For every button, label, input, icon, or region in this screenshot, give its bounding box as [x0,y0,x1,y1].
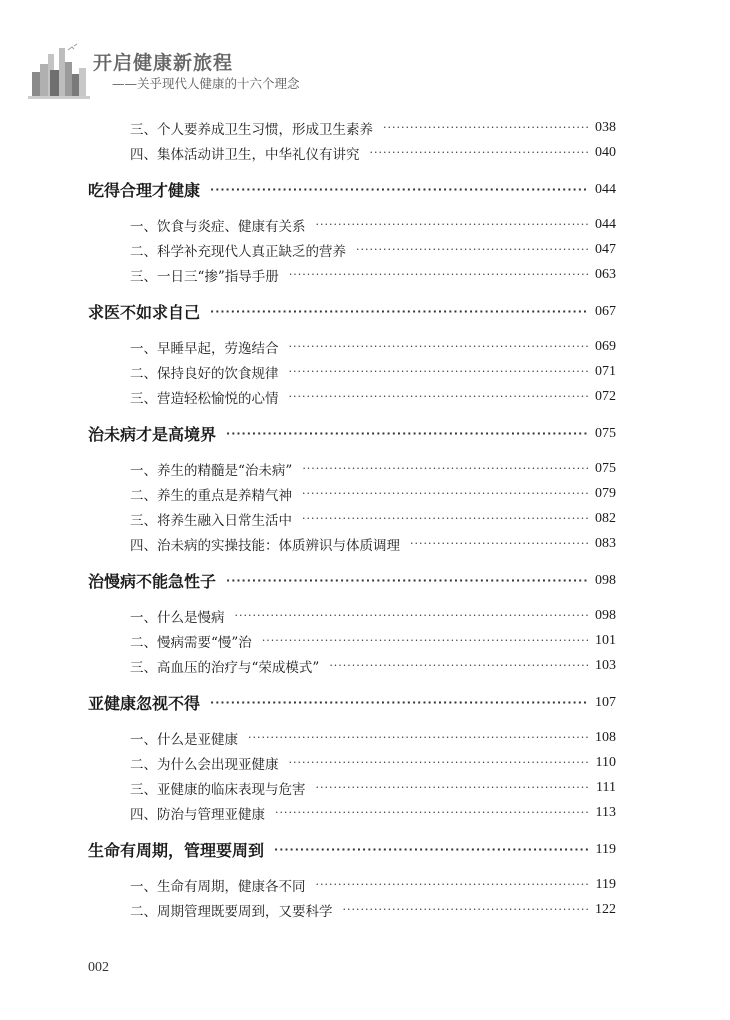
entry-title: 吃得合理才健康 [88,181,201,200]
entry-page-number: 044 [595,181,616,197]
dot-leader [289,365,590,378]
entry-title: 二、慢病需要“慢”治 [130,634,252,651]
entry-page-number: 083 [595,535,616,551]
dot-leader [226,427,589,440]
toc-section-entry[interactable] [88,384,616,409]
entry-page-number: 040 [595,144,616,160]
entry-title: 二、为什么会出现亚健康 [130,756,279,773]
entry-title: 二、养生的重点是养精气神 [130,487,292,504]
toc-section-entry[interactable] [88,750,616,775]
dot-leader [248,731,589,744]
entry-page-number: 098 [595,572,616,588]
entry-page-number: 113 [595,804,616,820]
entry-title: 一、早睡早起，劳逸结合 [130,340,279,357]
toc-section-entry[interactable] [88,506,616,531]
entry-page-number: 122 [595,901,616,917]
dot-leader [274,843,590,856]
toc-chapter-entry[interactable] [88,837,616,862]
toc-section-entry[interactable] [88,531,616,556]
entry-page-number: 072 [595,388,616,404]
dot-leader [226,574,589,587]
toc-section-entry[interactable] [88,237,616,262]
entry-title: 四、防治与管理亚健康 [130,806,265,823]
toc-section-entry[interactable] [88,334,616,359]
entry-title: 三、营造轻松愉悦的心情 [130,390,279,407]
dot-leader [289,268,589,281]
entry-page-number: 098 [595,607,616,623]
dot-leader [302,487,589,500]
entry-title: 二、保持良好的饮食规律 [130,365,279,382]
entry-title: 三、将养生融入日常生活中 [130,512,292,529]
running-header [28,42,358,102]
entry-page-number: 075 [595,460,616,476]
book-subtitle: ——关乎现代人健康的十六个理念 [112,76,300,91]
entry-page-number: 075 [595,425,616,441]
entry-page-number: 101 [595,632,616,648]
entry-page-number: 071 [595,363,616,379]
entry-page-number: 107 [595,694,616,710]
dot-leader [302,512,589,525]
entry-page-number: 069 [595,338,616,354]
dot-leader [210,305,589,318]
toc-section-entry[interactable] [88,115,616,140]
toc-chapter-entry[interactable] [88,568,616,593]
dot-leader [343,903,590,916]
dot-leader [316,218,590,231]
dot-leader [289,340,590,353]
toc-section-entry[interactable] [88,262,616,287]
dot-leader [289,390,590,403]
dot-leader [329,659,589,672]
dot-leader [262,634,589,647]
toc-section-entry[interactable] [88,872,616,897]
toc-section-entry[interactable] [88,653,616,678]
dot-leader [316,781,591,794]
entry-page-number: 108 [595,729,616,745]
dot-leader [410,537,589,550]
entry-title: 一、什么是慢病 [130,609,225,626]
entry-page-number: 047 [595,241,616,257]
entry-page-number: 044 [595,216,616,232]
entry-title: 一、什么是亚健康 [130,731,238,748]
entry-title: 三、高血压的治疗与“荣成模式” [130,659,320,676]
dot-leader [383,121,589,134]
book-title: 开启健康新旅程 [93,52,234,74]
dot-leader [289,756,590,769]
entry-title: 四、治未病的实操技能：体质辨识与体质调理 [130,537,400,554]
dot-leader [302,462,589,475]
toc-section-entry[interactable] [88,212,616,237]
toc-section-entry[interactable] [88,603,616,628]
dot-leader [235,609,590,622]
dot-leader [356,243,589,256]
toc-chapter-entry[interactable] [88,690,616,715]
entry-page-number: 119 [595,876,616,892]
entry-title: 生命有周期，管理要周到 [88,841,265,860]
toc-section-entry[interactable] [88,628,616,653]
dot-leader [210,696,589,709]
entry-title: 二、科学补充现代人真正缺乏的营养 [130,243,346,260]
entry-page-number: 110 [595,754,616,770]
toc-section-entry[interactable] [88,481,616,506]
entry-page-number: 038 [595,119,616,135]
entry-title: 三、个人要养成卫生习惯，形成卫生素养 [130,121,373,138]
toc-section-entry[interactable] [88,775,616,800]
entry-page-number: 079 [595,485,616,501]
toc-chapter-entry[interactable] [88,421,616,446]
entry-title: 治未病才是高境界 [88,425,217,444]
entry-title: 二、周期管理既要周到，又要科学 [130,903,333,920]
dot-leader [210,183,589,196]
entry-title: 三、一日三“掺”指导手册 [130,268,279,285]
entry-title: 亚健康忽视不得 [88,694,201,713]
entry-page-number: 082 [595,510,616,526]
entry-page-number: 119 [595,841,616,857]
toc-chapter-entry[interactable] [88,299,616,324]
entry-title: 三、亚健康的临床表现与危害 [130,781,306,798]
city-skyline-logo [28,42,90,100]
dot-leader [370,146,590,159]
entry-page-number: 063 [595,266,616,282]
toc-chapter-entry[interactable] [88,177,616,202]
entry-title: 一、生命有周期，健康各不同 [130,878,306,895]
entry-title: 一、养生的精髓是“治未病” [130,462,293,479]
toc-section-entry[interactable] [88,359,616,384]
entry-page-number: 067 [595,303,616,319]
dot-leader [275,806,590,819]
dot-leader [316,878,590,891]
toc-section-entry[interactable] [88,800,616,825]
entry-title: 一、饮食与炎症、健康有关系 [130,218,306,235]
toc-section-entry[interactable] [88,456,616,481]
toc-section-entry[interactable] [88,897,616,922]
toc-section-entry[interactable] [88,140,616,165]
toc-section-entry[interactable] [88,725,616,750]
entry-title: 治慢病不能急性子 [88,572,217,591]
entry-page-number: 103 [595,657,616,673]
entry-title: 求医不如求自己 [88,303,201,322]
table-of-contents [88,115,616,922]
page-number: 002 [88,960,109,975]
entry-page-number: 111 [596,779,616,795]
entry-title: 四、集体活动讲卫生，中华礼仪有讲究 [130,146,360,163]
